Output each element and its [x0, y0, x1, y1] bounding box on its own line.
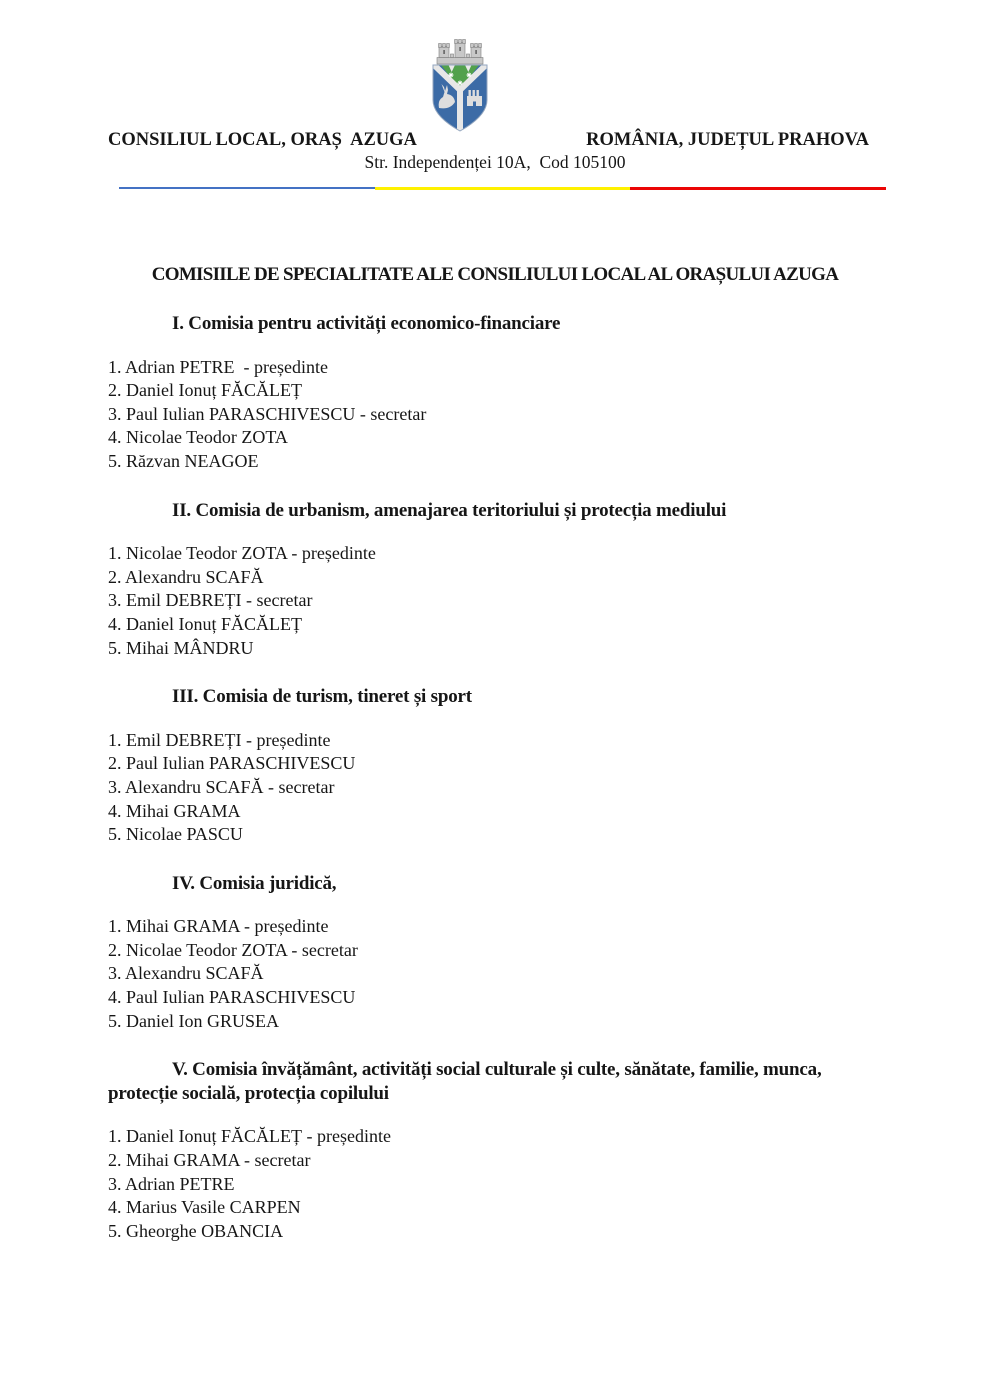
- section-heading: II. Comisia de urbanism, amenajarea teritoriului și protecția mediului: [172, 499, 727, 521]
- member-line: 1. Adrian PETRE - președinte: [108, 356, 328, 377]
- commission-section-4: [108, 872, 882, 1034]
- section-heading: V. Comisia învățământ, activități social culturale și culte, sănătate, familie, munca, protecție socială, protecția copilului: [108, 1059, 822, 1104]
- member-line: 3. Alexandru SCAFĂ: [108, 963, 264, 984]
- council-name: CONSILIUL LOCAL, ORAȘ AZUGA: [108, 130, 417, 150]
- member-line: 1. Emil DEBREȚI - președinte: [108, 729, 331, 750]
- member-line: 3. Emil DEBREȚI - secretar: [108, 590, 313, 611]
- commission-section-3: [108, 685, 882, 847]
- member-line: 3. Alexandru SCAFĂ - secretar: [108, 776, 335, 797]
- country-county-name: ROMÂNIA, JUDEȚUL PRAHOVA: [586, 130, 869, 150]
- section-heading: I. Comisia pentru activități economico-financiare: [172, 313, 561, 334]
- member-line: 5. Gheorghe OBANCIA: [108, 1220, 284, 1241]
- commission-section-5: [108, 1058, 882, 1243]
- commission-section-1: [108, 312, 882, 474]
- member-line: 4. Paul Iulian PARASCHIVESCU: [108, 987, 356, 1008]
- document-title: COMISIILE DE SPECIALITATE ALE CONSILIULUI LOCAL AL ORAȘULUI AZUGA: [151, 264, 839, 285]
- member-line: 2. Nicolae Teodor ZOTA - secretar: [108, 939, 358, 960]
- section-heading: III. Comisia de turism, tineret și sport: [172, 686, 472, 708]
- member-line: 2. Daniel Ionuț FĂCĂLEȚ: [108, 380, 302, 401]
- member-line: 2. Mihai GRAMA - secretar: [108, 1150, 311, 1171]
- section-heading: IV. Comisia juridică,: [172, 872, 337, 894]
- member-line: 2. Alexandru SCAFĂ: [108, 566, 264, 587]
- member-line: 4. Mihai GRAMA: [108, 800, 241, 821]
- member-line: 4. Nicolae Teodor ZOTA: [108, 427, 288, 448]
- address-line: Str. Independenței 10A, Cod 105100: [364, 152, 626, 172]
- document-body: [108, 0, 882, 1243]
- member-line: 5. Nicolae PASCU: [108, 824, 243, 845]
- member-line: 3. Adrian PETRE: [108, 1173, 235, 1194]
- member-line: 5. Daniel Ion GRUSEA: [108, 1010, 279, 1031]
- member-line: 1. Mihai GRAMA - președinte: [108, 916, 329, 937]
- commission-section-2: [108, 499, 882, 661]
- member-line: 1. Daniel Ionuț FĂCĂLEȚ - președinte: [108, 1126, 391, 1147]
- member-line: 5. Mihai MÂNDRU: [108, 637, 254, 658]
- member-line: 2. Paul Iulian PARASCHIVESCU: [108, 753, 356, 774]
- member-line: 1. Nicolae Teodor ZOTA - președinte: [108, 543, 376, 564]
- member-line: 4. Daniel Ionuț FĂCĂLEȚ: [108, 613, 302, 634]
- member-line: 5. Răzvan NEAGOE: [108, 450, 259, 471]
- member-line: 3. Paul Iulian PARASCHIVESCU - secretar: [108, 403, 427, 424]
- member-line: 4. Marius Vasile CARPEN: [108, 1197, 301, 1218]
